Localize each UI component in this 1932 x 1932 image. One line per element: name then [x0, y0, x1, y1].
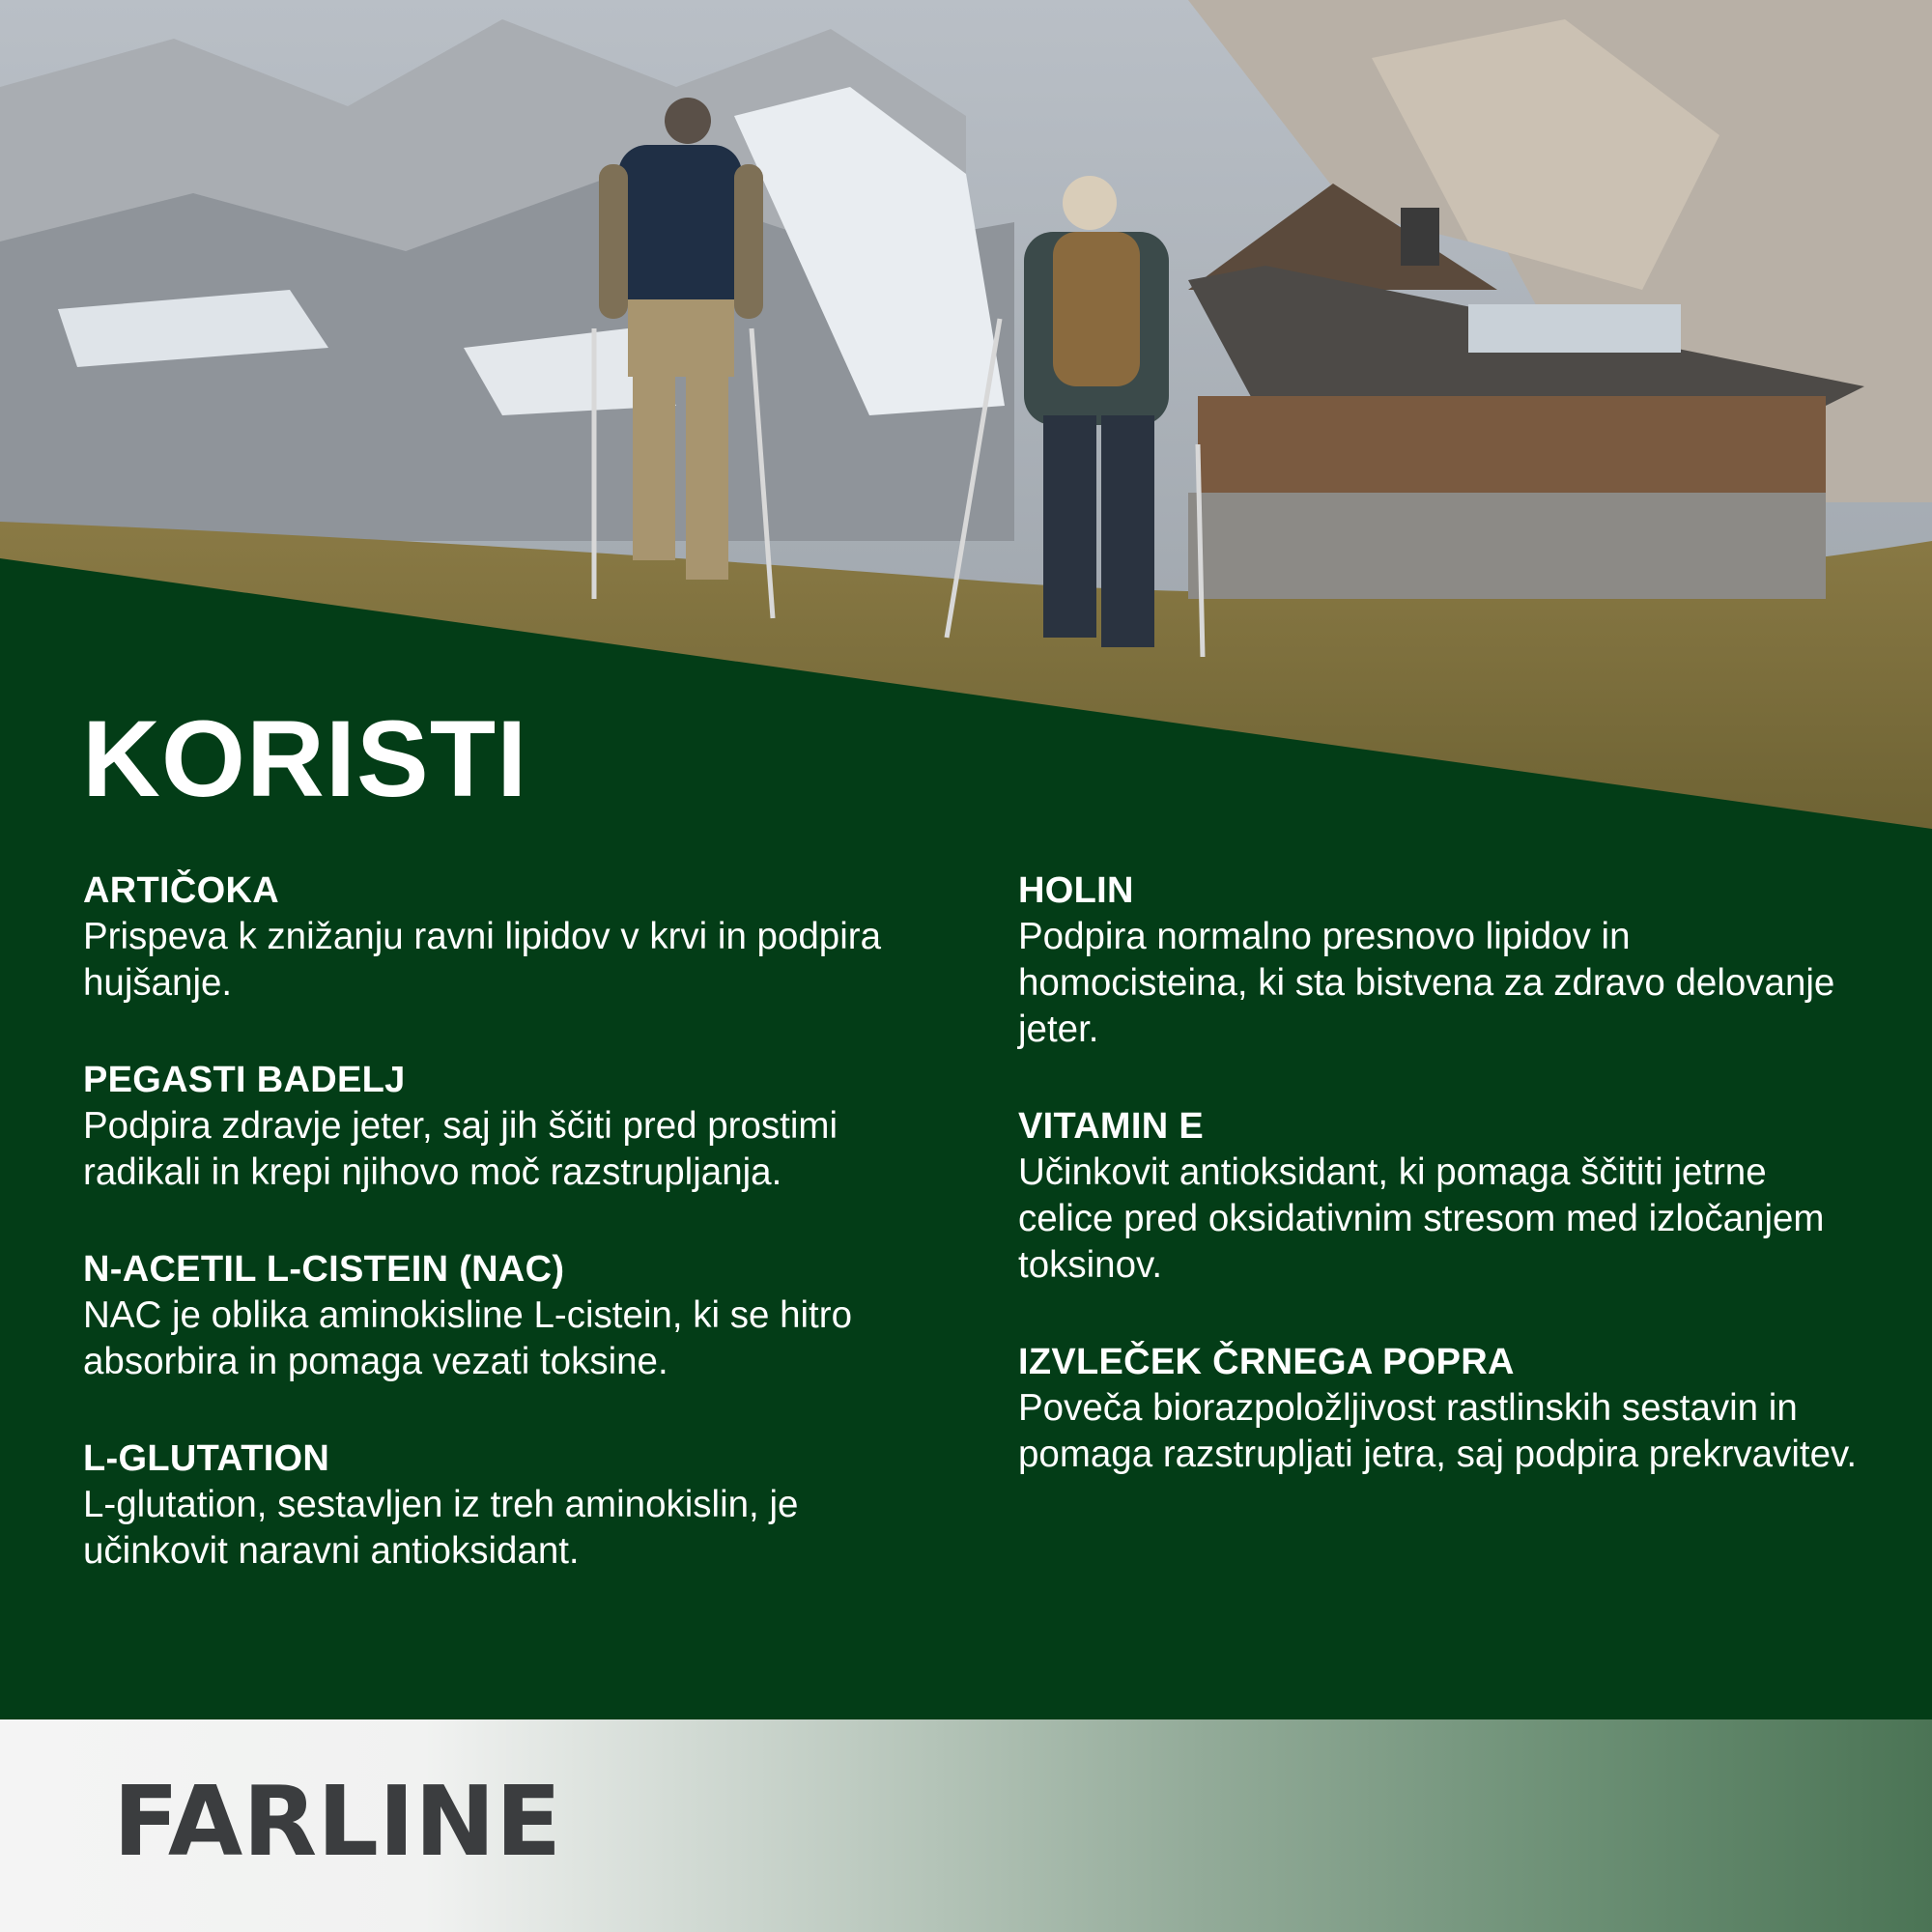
- page-title: KORISTI: [82, 698, 528, 819]
- benefit-name: ARTIČOKA: [83, 870, 279, 911]
- benefit-item: [83, 1435, 923, 1575]
- benefits-right-column: [1018, 867, 1868, 1528]
- benefit-item: [1018, 1339, 1868, 1478]
- benefit-description: Poveča biorazpoložljivost rastlinskih sestavin in pomaga razstrupljati jetra, saj podpira prekrvavitev.: [1018, 1387, 1858, 1475]
- benefit-item: [83, 1246, 923, 1385]
- benefit-name: VITAMIN E: [1018, 1106, 1204, 1147]
- benefit-description: Prispeva k znižanju ravni lipidov v krvi in podpira hujšanje.: [83, 916, 881, 1004]
- benefit-name: N-ACETIL L-CISTEIN (NAC): [83, 1249, 565, 1290]
- brand-logo: FARLINE: [113, 1765, 562, 1878]
- benefit-item: [83, 1057, 923, 1196]
- benefit-name: IZVLEČEK ČRNEGA POPRA: [1018, 1342, 1515, 1382]
- benefit-item: [1018, 1103, 1868, 1289]
- benefit-description: L-glutation, sestavljen iz treh aminokislin, je učinkovit naravni antioksidant.: [83, 1484, 799, 1572]
- benefit-name: PEGASTI BADELJ: [83, 1060, 406, 1100]
- benefit-description: Učinkovit antioksidant, ki pomaga ščititi jetrne celice pred oksidativnim stresom med izločanjem toksinov.: [1018, 1151, 1825, 1286]
- benefit-description: NAC je oblika aminokisline L-cistein, ki se hitro absorbira in pomaga vezati toksine.: [83, 1294, 852, 1382]
- footer-band: [0, 1719, 1932, 1932]
- benefit-name: HOLIN: [1018, 870, 1134, 911]
- benefit-item: [1018, 867, 1868, 1053]
- benefit-description: Podpira zdravje jeter, saj jih ščiti pred prostimi radikali in krepi njihovo moč razstrupljanja.: [83, 1105, 838, 1193]
- benefit-description: Podpira normalno presnovo lipidov in homocisteina, ki sta bistvena za zdravo delovanje jeter.: [1018, 916, 1835, 1050]
- benefit-name: L-GLUTATION: [83, 1438, 330, 1479]
- benefits-left-column: [83, 867, 923, 1625]
- benefit-item: [83, 867, 923, 1007]
